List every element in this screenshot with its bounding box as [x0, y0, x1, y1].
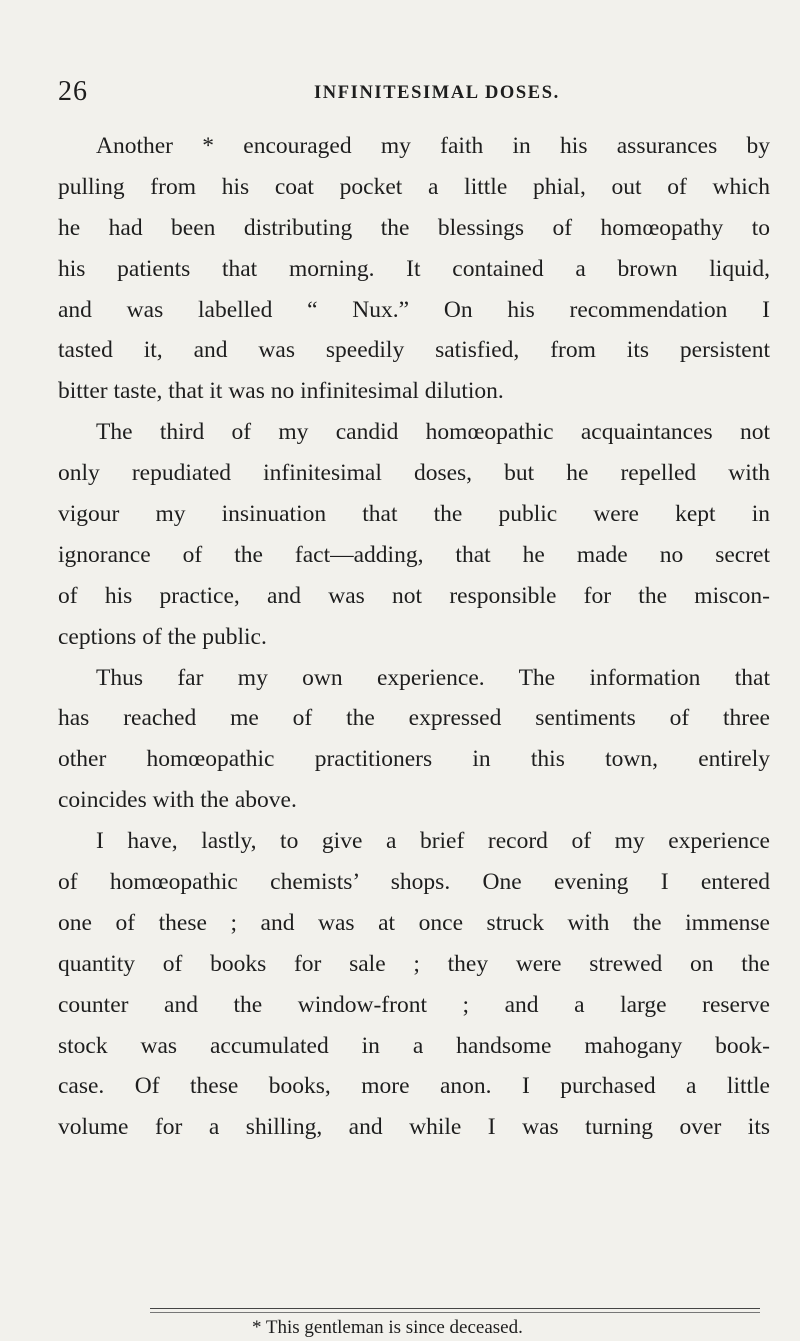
page-header	[58, 74, 758, 114]
text-line: Another * encouraged my faith in his assurances by	[96, 133, 770, 159]
text-line: his patients that morning. It contained a brown liquid,	[58, 255, 770, 282]
page-number: 26	[58, 76, 88, 107]
text-line: quantity of books for sale ; they were strewed on the	[58, 950, 770, 977]
text-line: pulling from his coat pocket a little phial, out of which	[58, 173, 770, 200]
text-line: one of these ; and was at once struck with the immense	[58, 909, 770, 936]
text-line: The third of my candid homœopathic acquaintances not	[96, 419, 770, 446]
text-line: ignorance of the fact—adding, that he made no secret	[58, 541, 770, 568]
text-line: he had been distributing the blessings of homœopathy to	[58, 214, 770, 241]
text-line: only repudiated infinitesimal doses, but he repelled with	[58, 460, 770, 487]
running-head: INFINITESIMAL DOSES.	[314, 83, 560, 103]
text-line: coincides with the above.	[58, 787, 297, 814]
text-line: other homœopathic practitioners in this town, entirely	[58, 746, 770, 773]
body-text	[58, 126, 770, 1148]
footnote-rule-thin	[150, 1312, 760, 1313]
footnote-rule	[150, 1308, 760, 1309]
text-line: of homœopathic chemists’ shops. One evening I entered	[58, 869, 770, 896]
text-line: bitter taste, that it was no infinitesimal dilution.	[58, 378, 504, 405]
text-line: vigour my insinuation that the public were kept in	[58, 501, 770, 528]
text-line: and was labelled “ Nux.” On his recommendation I	[58, 296, 770, 323]
text-line: volume for a shilling, and while I was turning over its	[58, 1114, 770, 1141]
text-line: ceptions of the public.	[58, 623, 267, 650]
text-line: of his practice, and was not responsible for the miscon-	[58, 582, 770, 609]
text-line: counter and the window-front ; and a large reserve	[58, 991, 770, 1018]
text-line: has reached me of the expressed sentiments of three	[58, 705, 770, 732]
text-line: I have, lastly, to give a brief record of my experience	[96, 828, 770, 855]
text-line: tasted it, and was speedily satisfied, from its persistent	[58, 337, 770, 364]
text-line: Thus far my own experience. The information that	[96, 664, 770, 691]
text-line: stock was accumulated in a handsome mahogany book-	[58, 1032, 770, 1059]
footnote: * This gentleman is since deceased.	[252, 1317, 523, 1338]
text-line: case. Of these books, more anon. I purchased a little	[58, 1073, 770, 1100]
